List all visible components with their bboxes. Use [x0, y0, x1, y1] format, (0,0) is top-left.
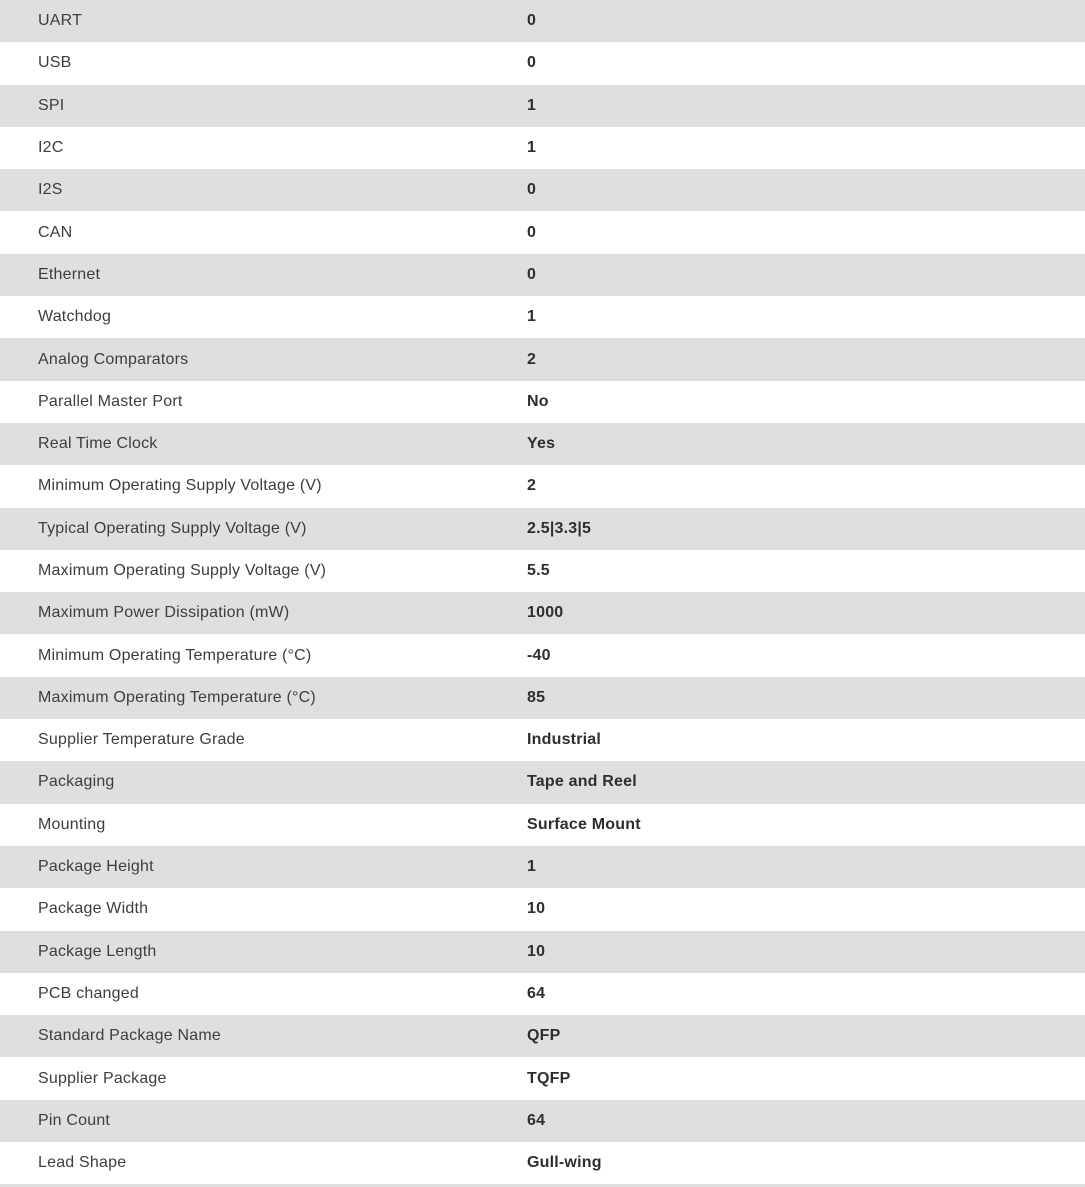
spec-label: Pin Count	[38, 1111, 111, 1129]
table-row	[0, 1100, 1085, 1142]
table-row	[0, 761, 1085, 803]
spec-label: SPI	[38, 96, 65, 114]
spec-value: 0	[527, 223, 537, 241]
table-row	[0, 254, 1085, 296]
table-row	[0, 211, 1085, 253]
table-row	[0, 888, 1085, 930]
spec-value: 0	[527, 181, 537, 199]
spec-label: Lead Shape	[38, 1154, 127, 1172]
table-row	[0, 465, 1085, 507]
spec-label: I2S	[38, 181, 63, 199]
table-row	[0, 1015, 1085, 1057]
spec-value: 1	[527, 96, 537, 114]
table-row	[0, 338, 1085, 380]
spec-value: 1000	[527, 604, 564, 622]
table-row	[0, 42, 1085, 84]
spec-label: Mounting	[38, 815, 106, 833]
table-row	[0, 634, 1085, 676]
spec-label: USB	[38, 54, 72, 72]
spec-value: QFP	[527, 1027, 561, 1045]
spec-label: PCB changed	[38, 984, 139, 1002]
table-row	[0, 677, 1085, 719]
spec-label: Maximum Operating Temperature (°C)	[38, 688, 316, 706]
table-row	[0, 0, 1085, 42]
table-row	[0, 127, 1085, 169]
spec-label: Maximum Power Dissipation (mW)	[38, 604, 290, 622]
spec-value: TQFP	[527, 1069, 571, 1087]
table-row	[0, 550, 1085, 592]
spec-value: 0	[527, 12, 537, 30]
spec-value: 85	[527, 688, 546, 706]
spec-value: 10	[527, 900, 546, 918]
table-row	[0, 973, 1085, 1015]
spec-value: 0	[527, 54, 537, 72]
table-row	[0, 169, 1085, 211]
spec-value: 1	[527, 139, 537, 157]
table-row	[0, 1057, 1085, 1099]
spec-label: Real Time Clock	[38, 435, 158, 453]
table-row	[0, 423, 1085, 465]
spec-label: Packaging	[38, 773, 115, 791]
table-row	[0, 804, 1085, 846]
table-row	[0, 381, 1085, 423]
spec-value: 2	[527, 477, 537, 495]
spec-value: 2	[527, 350, 537, 368]
spec-label: I2C	[38, 139, 64, 157]
spec-label: Parallel Master Port	[38, 392, 183, 410]
spec-label: Watchdog	[38, 308, 112, 326]
spec-label: Ethernet	[38, 265, 101, 283]
spec-label: Supplier Package	[38, 1069, 167, 1087]
spec-label: Package Length	[38, 942, 157, 960]
spec-label: Standard Package Name	[38, 1027, 221, 1045]
table-row	[0, 592, 1085, 634]
spec-label: Minimum Operating Supply Voltage (V)	[38, 477, 322, 495]
table-row	[0, 296, 1085, 338]
spec-value: Tape and Reel	[527, 773, 637, 791]
spec-label: Package Height	[38, 858, 154, 876]
spec-label: Package Width	[38, 900, 149, 918]
spec-value: 1	[527, 858, 537, 876]
spec-label: Analog Comparators	[38, 350, 189, 368]
spec-label: Typical Operating Supply Voltage (V)	[38, 519, 307, 537]
spec-label: CAN	[38, 223, 73, 241]
spec-label: Supplier Temperature Grade	[38, 731, 245, 749]
spec-label: UART	[38, 12, 83, 30]
spec-value: Gull-wing	[527, 1154, 602, 1172]
spec-value: Industrial	[527, 731, 602, 749]
spec-value: 2.5|3.3|5	[527, 519, 592, 537]
spec-value: -40	[527, 646, 551, 664]
spec-value: 64	[527, 984, 546, 1002]
spec-value: Surface Mount	[527, 815, 641, 833]
spec-label: Minimum Operating Temperature (°C)	[38, 646, 312, 664]
spec-value: 1	[527, 308, 537, 326]
table-row	[0, 85, 1085, 127]
table-row	[0, 508, 1085, 550]
spec-value: 0	[527, 265, 537, 283]
spec-value: 64	[527, 1111, 546, 1129]
spec-label: Maximum Operating Supply Voltage (V)	[38, 562, 327, 579]
table-row	[0, 931, 1085, 973]
spec-value: No	[527, 392, 549, 410]
spec-value: 5.5	[527, 562, 550, 579]
spec-value: 10	[527, 942, 546, 960]
table-row	[0, 1142, 1085, 1184]
spec-value: Yes	[527, 435, 556, 453]
table-row	[0, 719, 1085, 761]
table-row	[0, 846, 1085, 888]
